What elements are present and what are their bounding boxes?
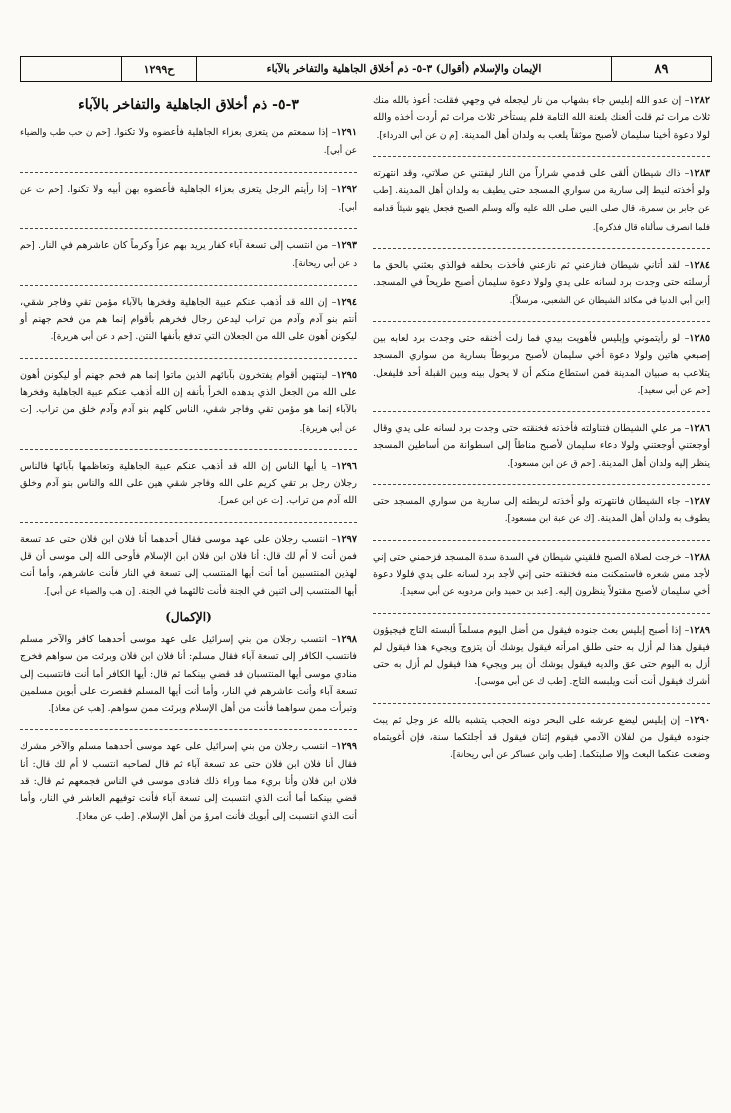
hadith-source: [طب ك عن أبي موسى]. [474,677,567,688]
header-page-number: ٨٩ [611,57,711,81]
entry-divider [20,358,357,359]
hadith-number: ١٢٩٣ [336,240,357,252]
entry-divider [373,321,710,322]
hadith-text: – مر علي الشيطان فتناولته فأخذته فخنقته حتى وجدت برد لسانه على يدي وقال أوجعتني أوجعتني ولولا دعاء سليمان لأصبح مناطاً إلى اسطوانة من أساطين المسجد ينظر إليه ولدان أهل المدينة. [373,423,710,469]
hadith-entry [20,124,357,167]
hadith-source: [حم د عن أبي ريحانة]. [20,241,357,270]
left-column [20,92,365,1102]
hadith-text: – جاء الشيطان فانتهرته ولو أخذته لربطته إلى سارية من سواري المسجد حتى يطوف به ولدان أهل المدينة. [373,496,710,525]
hadith-entry [373,165,710,243]
entry-divider [373,411,710,412]
entry-divider [20,729,357,730]
hadith-text: – خرجت لصلاة الصبح فلقيني شيطان في السدة سدة المسجد فزحمني حتى إني لأجد مس شعره فاستمكنت منه فخنقته حتى إني لأجد برد لسانه على يدي فلولا دعوة أخي سليمان لأصبح مقتولاً ينظرون إليه. [373,551,710,598]
header-volume-number: ح١٢٩٩ [121,57,196,81]
entry-divider [373,248,710,249]
header-title: الإيمان والإسلام (أقوال) ٣-٥- ذم أخلاق الجاهلية والتفاخر بالآباء [196,57,611,81]
hadith-source: [حم ن حب طب والضياء عن أبي]. [20,128,357,157]
hadith-text: – إن إبليس ليضع عرشه على البحر دونه الحجب يتشبه بالله عز وجل ثم يبث جنوده فيقول من لفلان الآدمي فيقوم إثنان فيقول قد أجلتكما سنة، فإن أغويتماه وضعت عنكما البعث وإلا صلبتكما. [373,714,710,761]
hadith-entry [20,294,357,353]
hadith-number: ١٢٨٩ [689,624,710,636]
hadith-text: – إذا سمعتم من يتعزى بعزاء الجاهلية فأعضوه ولا تكنوا. [113,127,337,138]
hadith-number: ١٢٨٥ [689,332,710,344]
hadith-text: – إذا رأيتم الرجل يتعزى بعزاء الجاهلية فأعضوه بهن أبيه ولا تكنوا. [67,183,337,195]
hadith-text: – إن الله قد أذهب عنكم عبية الجاهلية وفخرها بالآباء مؤمن تقي وفاجر شقي، أنتم بنو آدم وآدم من تراب ليدعن رجال فخرهم بأقوام إنما هم من فحم جهنم أو ليكونن أهون على الله من الجعلان التي تدفع بأنفها النتن. [20,296,357,343]
hadith-text: – لقد أتاني شيطان فنازعني ثم نازعني فأخذت بحلقه فوالذي بعثني بالحق ما أرسلته حتى وجدت برد لسانه على يدي ولولا دعوة سليمان أصبح طريحاً في المسجد. [373,260,710,289]
hadith-text: – من انتسب إلى تسعة آباء كفار يريد بهم عزاً وكرماً كان عاشرهم في النار. [38,240,337,252]
hadith-entry [373,420,710,479]
hadith-number: ١٢٩٦ [336,460,357,472]
hadith-source: [ابن أبي الدنيا في مكائد الشيطان عن الشعبي، مرسلاً]. [509,295,710,306]
hadith-entry [20,237,357,280]
entry-divider [373,703,710,704]
hadith-number: ١٢٨٢ [689,95,710,106]
hadith-text: – انتسب رجلان من بني إسرائيل على عهد موسى أحدهما كافر والآخر مسلم فانتسب الكافر إلى تسعة آباء فقال مسلم: أنا فلان ابن فلان وبرئت من سواهم فخرج منادي موسى أيها المنتسبان قد قضي بينكما ثم قال: أيها الكافر أما أنت فانتسبت إلى تسعة آباء وأنت عاشرهم في النار، وأما أنت أيها المسلم فقصرت على أبوين مسلمين وتبرأت ممن سواهما فأنت من أهل الإسلام وبرئت ممن سواهم. [20,633,357,715]
hadith-text: – إذا أصبح إبليس بعث جنوده فيقول من أضل اليوم مسلماً ألبسته التاج فيجيؤون فيقول هذا لم أزل به حتى طلق امرأته فيقول يوشك أن يتزوج ويجيء هذا فيقول لم أزل به اليوم حتى عق والديه فيقول يوشك أن يبر ويجيء هذا فيقول لم أزل به حتى أشرك فيقول أنت أنت ويلبسه التاج. [373,624,710,688]
entry-divider [20,522,357,523]
hadith-entry [373,549,710,608]
hadith-source: [م ن عن أبي الدرداء]. [376,130,458,141]
section-title: ٣-٥- ذم أخلاق الجاهلية والتفاخر بالآباء [78,97,299,113]
hadith-entry [373,330,710,406]
hadith-text: – لينتهين أقوام يفتخرون بآبائهم الذين ماتوا إنما هم فحم جهنم أو ليكونن أهون على الله من الجعل الذي يدهده الخرأ بأنفه إن الله أذهب عنكم عبية الجاهلية وفخرها بالآباء إنما هو مؤمن تقي وفاجر شقي، الناس كلهم بنو آدم وآدم خلق من تراب. [20,369,357,416]
hadith-entry [20,631,357,724]
hadith-number: ١٢٩٥ [336,369,357,381]
hadith-text: – لو رأيتموني وإبليس فأهويت بيدي فما زلت أخنقه حتى وجدت برد لعابه بين إصبعي هاتين ولولا دعوة أخي سليمان لأصبح مربوطاً بسارية من سواري المسجد يتلاعب به صبيان المدينة فمن استطاع منكم أن لا يحول بينه وبين القبلة أحد فليفعل. [373,332,710,379]
hadith-source: [ن هب والضياء عن أبي]. [43,586,136,597]
hadith-number: ١٢٩٢ [336,183,357,195]
hadith-text: – ذاك شيطان ألقى على قدمي شراراً من النار ليفتني عن صلاتي، وقد انتهرته ولو أخذته لنيط إلى سارية من سواري المسجد حتى يطيف به ولدان أهل المدينة. [373,167,710,197]
hadith-number: ١٢٨٣ [689,167,710,179]
hadith-source: [ت عن ابن عمر]. [217,496,283,507]
hadith-source: [طب عن معاذ]. [75,811,135,822]
hadith-number: ١٢٩٧ [336,533,357,545]
hadith-text: – إن عدو الله إبليس جاء بشهاب من نار ليجعله في وجهي فقلت: أعوذ بالله منك ثلاث مرات ثم قلت ألعنك بلعنة الله التامة فلم يستأخر ثلاث مرات ثم أردت أخذه والله لولا دعوة أخينا سليمان لأصبح موثقاً يلعب به ولدان أهل المدينة. [373,95,710,141]
hadith-number: ١٢٩٠ [689,714,710,726]
two-column-body [20,92,710,1102]
hadith-number: ١٢٩١ [336,127,357,138]
ikmal-subtitle: (الإكمال) [165,609,212,624]
hadith-entry [20,458,357,517]
hadith-source: [طب وابن عساكر عن أبي ريحانة]. [449,750,577,761]
hadith-number: ١٢٩٤ [336,296,357,308]
hadith-entry [20,367,357,444]
entry-divider [373,613,710,614]
entry-divider [20,172,357,173]
hadith-entry [20,531,357,607]
hadith-number: ١٢٩٩ [336,741,357,753]
left-column-entries-b [20,631,357,832]
hadith-source: [حم ق عن ابن مسعود]. [507,458,596,469]
hadith-entry [373,712,710,771]
hadith-text: – يا أيها الناس إن الله قد أذهب عنكم عبية الجاهلية وتعاظمها بآبائها فالناس رجلان رجل بر تقي كريم على الله وفاجر شقي هين على الله والناس بنو آدم وخلق الله آدم من تراب. [20,460,357,507]
entry-divider [20,449,357,450]
entry-divider [20,228,357,229]
hadith-number: ١٢٨٨ [689,551,710,563]
hadith-source: [عبد بن حميد وابن مردويه عن أبي سعيد]. [399,587,553,598]
entry-divider [373,156,710,157]
header-blank-cell [21,57,121,81]
running-header [20,56,712,82]
hadith-source: [ت عن أبي هريرة]. [20,405,357,434]
entry-divider [373,484,710,485]
hadith-source: [حم عن أبي سعيد]. [637,385,710,396]
hadith-number: ١٢٨٤ [689,260,710,272]
hadith-source: [ك عن عبة ابن مسعود]. [504,514,595,525]
entry-divider [20,285,357,286]
hadith-text: – انتسب رجلان من بني إسرائيل على عهد موسى أحدهما مسلم والآخر مشرك فقال أنا فلان ابن فلان حتى عد تسعة آباء ثم قال لصاحبه انتسب لا أم لك قال: أنا فلان ابن فلان وأنا بريء مما وراء ذلك فنادى موسى في الناس فجمعهم ثم قال: قد قضي بينكما أما أنت الذي انتسبت إلى تسعة آباء فأنت توفيهم العاشر في النار، وأما أنت الذي انتسبت إلى أبويك فأنت امرؤ من أهل الإسلام. [20,741,357,822]
hadith-source: [حم د عن أبي هريرة]. [50,332,133,343]
hadith-source: [هب عن معاذ]. [48,704,105,715]
hadith-number: ١٢٩٨ [336,633,357,645]
hadith-entry [20,181,357,224]
hadith-entry [373,622,710,698]
hadith-number: ١٢٨٧ [689,496,710,508]
right-column [365,92,710,1102]
hadith-entry [373,92,710,151]
entry-divider [373,540,710,541]
hadith-entry [373,257,710,316]
hadith-number: ١٢٨٦ [689,423,710,435]
left-column-entries-a [20,124,357,607]
hadith-text: – انتسب رجلان على عهد موسى فقال أحدهما أنا فلان ابن فلان حتى عد تسعة فمن أنت لا أم لك قال: أنا فلان ابن فلان ابن الإسلام فأوحى الله إلى موسى أن قل لهذين المنتسبين أما أنت أيها المنتسب إلى تسعة في النار فأنت عاشرهم، وأما أنت أيها المنتسب إلى اثنين في الجنة فأنت ثالثهما في الجنة. [20,533,357,597]
hadith-source: [حم ت عن أبي]. [20,184,357,213]
hadith-source: [طب عن جابر بن سمرة، قال صلى النبي صلى الله عليه وآله وسلم الصبح فجعل يتهو شيئاً قدامه فلما انصرف سألناه قال فذكره]. [373,186,710,233]
hadith-entry [20,738,357,831]
hadith-entry [373,493,710,535]
